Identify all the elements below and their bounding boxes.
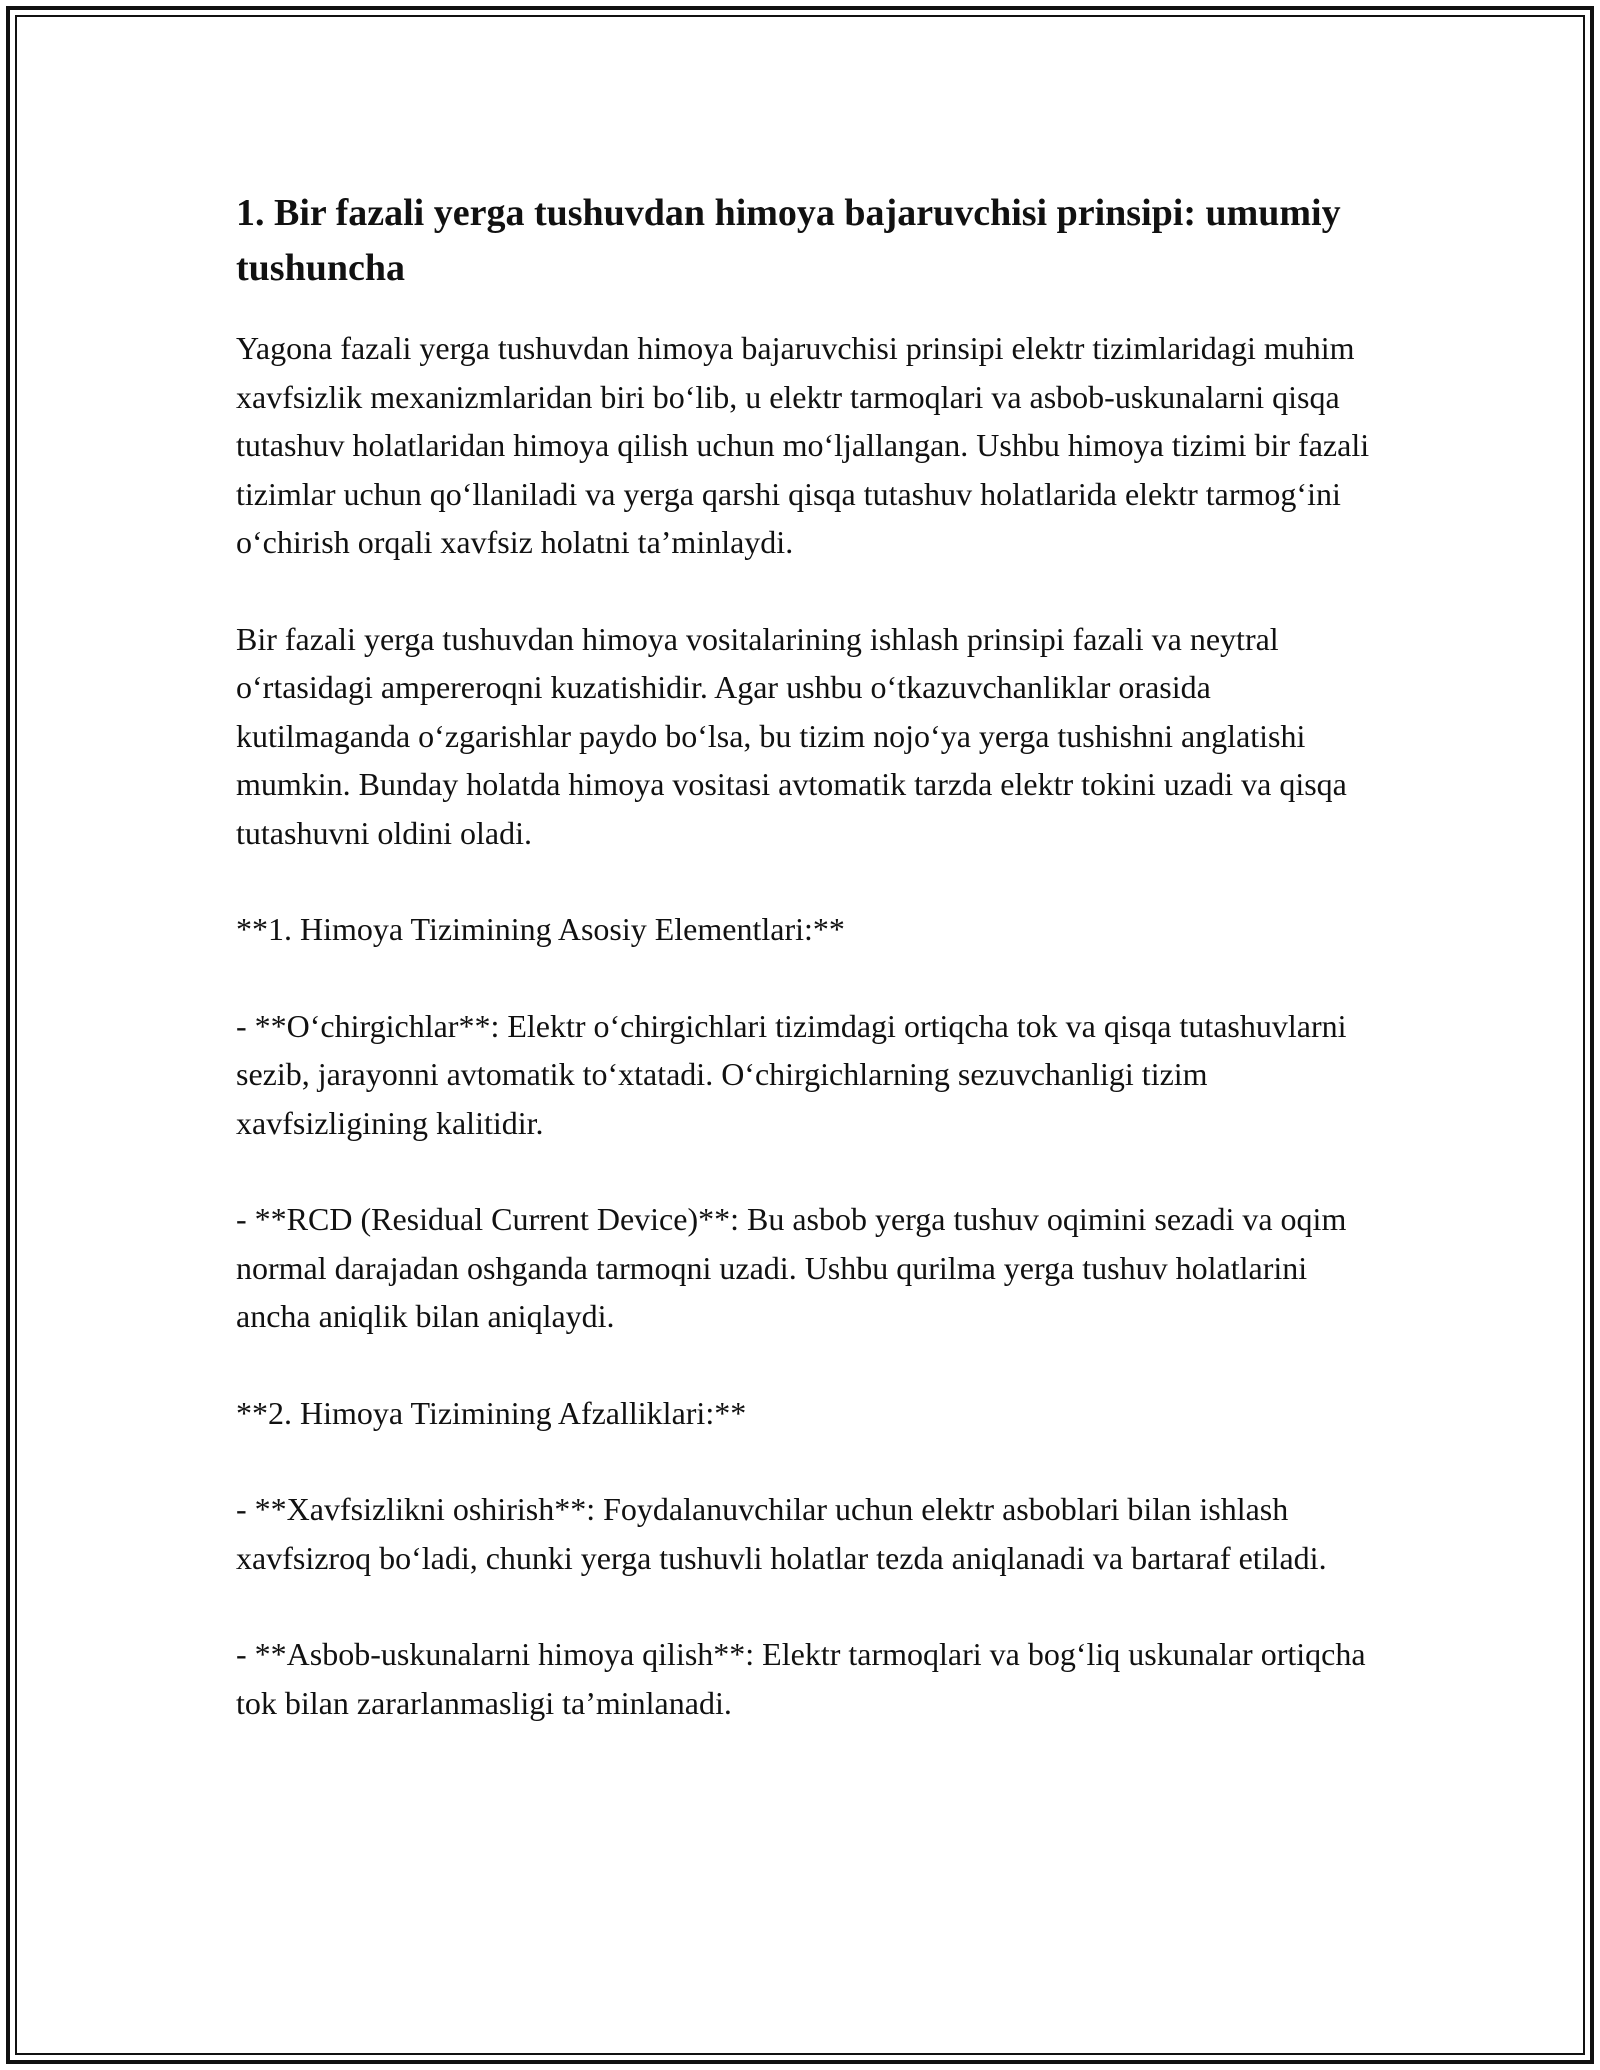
paragraph-intro: Yagona fazali yerga tushuvdan himoya bajaruvchisi prinsipi elektr tizimlaridagi muhim xavfsizlik mexanizmlaridan biri boʻlib, u elektr tarmoqlari va asbob-uskunalarni qisqa tutashuv holatlaridan himoya qilish uchun moʻljallangan. Ushbu himoya tizimi bir fazali tizimlar uchun qoʻllaniladi va yerga qarshi qisqa tutashuv holatlarida elektr tarmogʻini oʻchirish orqali xavfsiz holatni taʼminlaydi. [236,330,1370,560]
list-item-safety: - **Xavfsizlikni oshirish**: Foydalanuvchilar uchun elektr asboblari bilan ishlash xavfsizroq boʻladi, chunki yerga tushuvli holatlar tezda aniqlanadi va bartaraf etiladi. [236,1491,1327,1576]
list-item-rcd: - **RCD (Residual Current Device)**: Bu asbob yerga tushuv oqimini sezadi va oqim normal darajadan oshganda tarmoqni uzadi. Ushbu qurilma yerga tushuv holatlarini ancha aniqlik bilan aniqlaydi. [236,1201,1347,1334]
section-heading-advantages: **2. Himoya Tizimining Afzalliklari:** [236,1394,747,1431]
document-body [236,186,1376,1775]
list-item-breakers: - **Oʻchirgichlar**: Elektr oʻchirgichlari tizimdagi ortiqcha tok va qisqa tutashuvlarni sezib, jarayonni avtomatik toʻxtatadi. Oʻchirgichlarning sezuvchanligi tizim xavfsizligining kalitidir. [236,1007,1347,1141]
paragraph-principle: Bir fazali yerga tushuvdan himoya vositalarining ishlash prinsipi fazali va neytral oʻrtasidagi ampereroqni kuzatishidir. Agar ushbu oʻtkazuvchanliklar orasida kutilmaganda oʻzgarishlar paydo boʻlsa, bu tizim nojoʻya yerga tushishni anglatishi mumkin. Bunday holatda himoya vositasi avtomatik tarzda elektr tokini uzadi va qisqa tutashuvni oldini oladi. [236,620,1347,851]
section-heading-elements: **1. Himoya Tizimining Asosiy Elementlari:** [236,911,845,947]
list-item-equipment: - **Asbob-uskunalarni himoya qilish**: Elektr tarmoqlari va bogʻliq uskunalar ortiqcha tok bilan zararlanmasligi taʼminlanadi. [236,1636,1366,1721]
document-heading: 1. Bir fazali yerga tushuvdan himoya bajaruvchisi prinsipi: umumiy tushuncha [236,192,1341,289]
